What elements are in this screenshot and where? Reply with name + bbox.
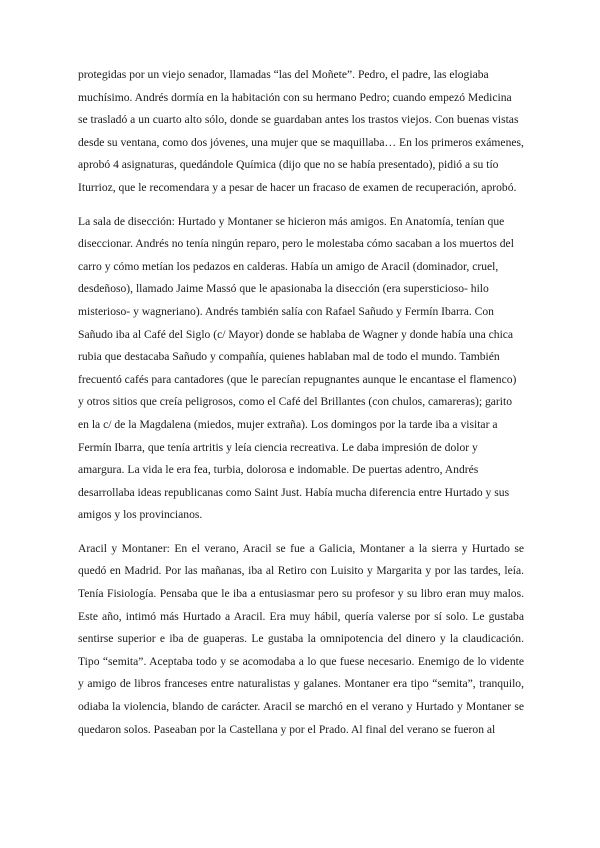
document-page	[78, 64, 524, 752]
paragraph-1: protegidas por un viejo senador, llamadas “las del Moñete”. Pedro, el padre, las elogiaba muchísimo. Andrés dormía en la habitación con su hermano Pedro; cuando empezó Medicina se trasladó a un cuarto alto sólo, donde se guardaban antes los trastos viejos. Con buenas vistas desde su ventana, como dos jóvenes, una mujer que se maquillaba… En los primeros exámenes, aprobó 4 asignaturas, quedándole Química (dijo que no se había presentado), pidió a su tío Iturrioz, que le recomendara y a pesar de hacer un fracaso de examen de recuperación, aprobó.	[78, 68, 524, 194]
paragraph-2: La sala de disección: Hurtado y Montaner se hicieron más amigos. En Anatomía, tenían que diseccionar. Andrés no tenía ningún reparo, pero le molestaba cómo sacaban a los muertos del carro y cómo metían los pedazos en calderas. Había un amigo de Aracil (dominador, cruel, desdeñoso), llamado Jaime Massó que le apasionaba la disección (era supersticioso- hilo misterioso- y wagneriano). Andrés también salía con Rafael Sañudo y Fermín Ibarra. Con Sañudo iba al Café del Siglo (c/ Mayor) donde se hablaba de Wagner y donde había una chica rubia que destacaba Sañudo y compañía, quienes hablaban mal de todo el mundo. También frecuentó cafés para cantadores (que le parecían repugnantes aunque le encantase el flamenco) y otros sitios que creía peligrosos, como el Café del Brillantes (con chulos, camareras); garito en la c/ de la Magdalena (miedos, mujer extraña). Los domingos por la tarde iba a visitar a Fermín Ibarra, que tenía artritis y leía ciencia recreativa. Le daba impresión de dolor y amargura. La vida le era fea, turbia, dolorosa e indomable. De puertas adentro, Andrés desarrollaba ideas republicanas como Saint Just. Había mucha diferencia entre Hurtado y sus amigos y los provincianos.	[78, 214, 517, 522]
paragraph-3: Aracil y Montaner: En el verano, Aracil se fue a Galicia, Montaner a la sierra y Hurtado se quedó en Madrid. Por las mañanas, iba al Retiro con Luisito y Margarita y por las tardes, leía. Tenía Fisiología. Pensaba que le iba a entusiasmar pero su profesor y su libro eran muy malos. Este año, intimó más Hurtado a Aracil. Era muy hábil, quería valerse por sí solo. Le gustaba sentirse superior e iba de guaperas. Le gustaba la omnipotencia del dinero y la claudicación. Tipo “semita”. Aceptaba todo y se acomodaba a lo que fuese necesario. Enemigo de lo vidente y amigo de libros franceses entre naturalistas y galanes. Montaner era tipo “semita”, tranquilo, odiaba la violencia, blando de carácter. Aracil se marchó en el verano y Hurtado y Montaner se quedaron solos. Paseaban por la Castellana y por el Prado. Al final del verano se fueron al	[78, 541, 524, 736]
